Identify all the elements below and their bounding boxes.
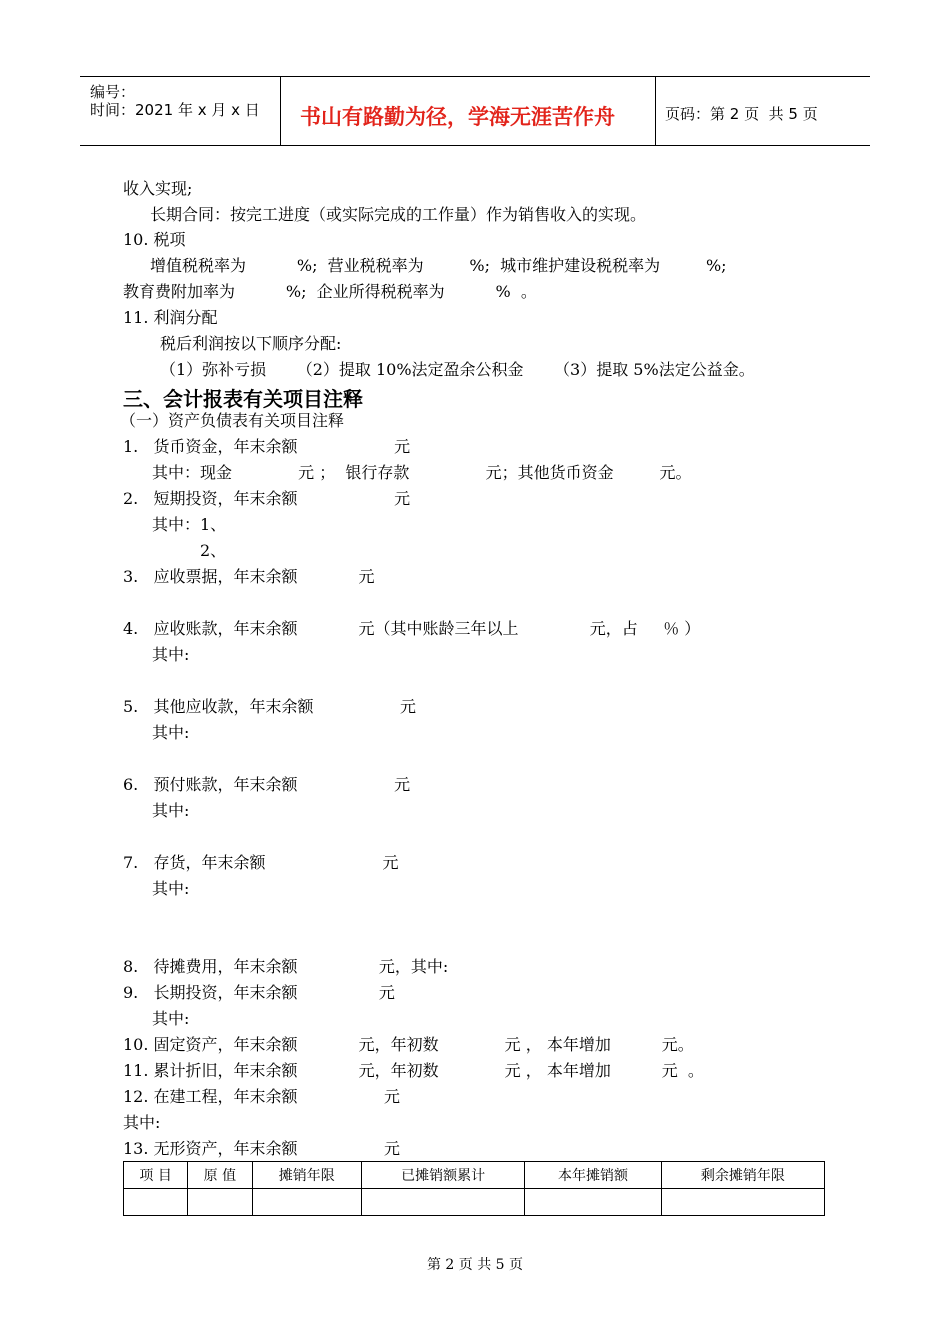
table-header-cell: 项 目: [124, 1162, 188, 1189]
text-line: 2、: [200, 541, 227, 560]
text-line: 13. 无形资产，年末余额 元: [123, 1139, 400, 1158]
text-line: 7. 存货，年末余额 元: [123, 853, 399, 872]
text-line: （1）弥补亏损 （2）提取 10%法定盈余公积金 （3）提取 5%法定公益金。: [160, 360, 755, 379]
text-line: 其中:: [152, 879, 190, 898]
page-footer: 第 2 页 共 5 页: [426, 1257, 524, 1273]
text-line: 增值税税率为 %; 营业税税率为 %; 城市维护建设税税率为 %;: [150, 256, 727, 275]
header-divider: [655, 77, 656, 145]
text-line: 其中:: [152, 723, 190, 742]
table-cell: [525, 1189, 661, 1216]
subsection-heading: （一）资产负债表有关项目注释: [120, 411, 345, 430]
table-cell: [361, 1189, 524, 1216]
table-cell: [188, 1189, 252, 1216]
text-line: 8. 待摊费用，年末余额 元，其中:: [123, 957, 449, 976]
table-cell: [661, 1189, 824, 1216]
text-line: 其中：1、: [152, 515, 227, 534]
header-motto: 书山有路勤为径，学海无涯苦作舟: [300, 105, 615, 129]
table-row: [124, 1189, 825, 1216]
text-line: 收入实现;: [123, 179, 193, 198]
table-header-cell: 原 值: [188, 1162, 252, 1189]
text-line: 10. 固定资产，年末余额 元，年初数 元 ， 本年增加 元。: [123, 1035, 694, 1054]
text-line: 12. 在建工程，年末余额 元: [123, 1087, 400, 1106]
table-header-row: [124, 1162, 825, 1189]
text-line: 其中：现金 元 ； 银行存款 元；其他货币资金 元。: [152, 463, 692, 482]
text-line: 11. 累计折旧，年末余额 元，年初数 元 ， 本年增加 元 。: [123, 1061, 704, 1080]
text-line: 9. 长期投资，年末余额 元: [123, 983, 395, 1002]
text-line: 3. 应收票据，年末余额 元: [123, 567, 375, 586]
amortization-table: [123, 1161, 825, 1216]
chapter-heading: 三、会计报表有关项目注释: [123, 387, 363, 411]
text-line: 其中:: [152, 645, 190, 664]
page-number-label: 页码：第 2 页 共 5 页: [665, 105, 818, 123]
text-line: 5. 其他应收款，年末余额 元: [123, 697, 416, 716]
text-line: 税后利润按以下顺序分配:: [160, 334, 342, 353]
document-number-label: 编号：: [90, 83, 136, 101]
text-line: 其中:: [152, 1009, 190, 1028]
text-line: 长期合同：按完工进度（或实际完成的工作量）作为销售收入的实现。: [150, 205, 647, 224]
text-line: 其中:: [152, 801, 190, 820]
table-cell: [252, 1189, 361, 1216]
table-header-cell: 剩余摊销年限: [661, 1162, 824, 1189]
table-header-cell: 摊销年限: [252, 1162, 361, 1189]
section-heading: 10. 税项: [123, 230, 186, 249]
section-heading: 11. 利润分配: [123, 308, 218, 327]
header-divider: [280, 77, 281, 145]
text-line: 6. 预付账款，年末余额 元: [123, 775, 411, 794]
text-line: 4. 应收账款，年末余额 元（其中账龄三年以上 元，占 ％ ）: [123, 619, 701, 638]
table-header-cell: 本年摊销额: [525, 1162, 661, 1189]
table-header-cell: 已摊销额累计: [361, 1162, 524, 1189]
document-header: [80, 76, 870, 146]
text-line: 2. 短期投资，年末余额 元: [123, 489, 411, 508]
text-line: 其中:: [123, 1113, 161, 1132]
document-date-label: 时间：2021 年 x 月 x 日: [90, 101, 260, 119]
text-line: 1. 货币资金，年末余额 元: [123, 437, 411, 456]
text-line: 教育费附加率为 %; 企业所得税税率为 % 。: [123, 282, 537, 301]
table-cell: [124, 1189, 188, 1216]
